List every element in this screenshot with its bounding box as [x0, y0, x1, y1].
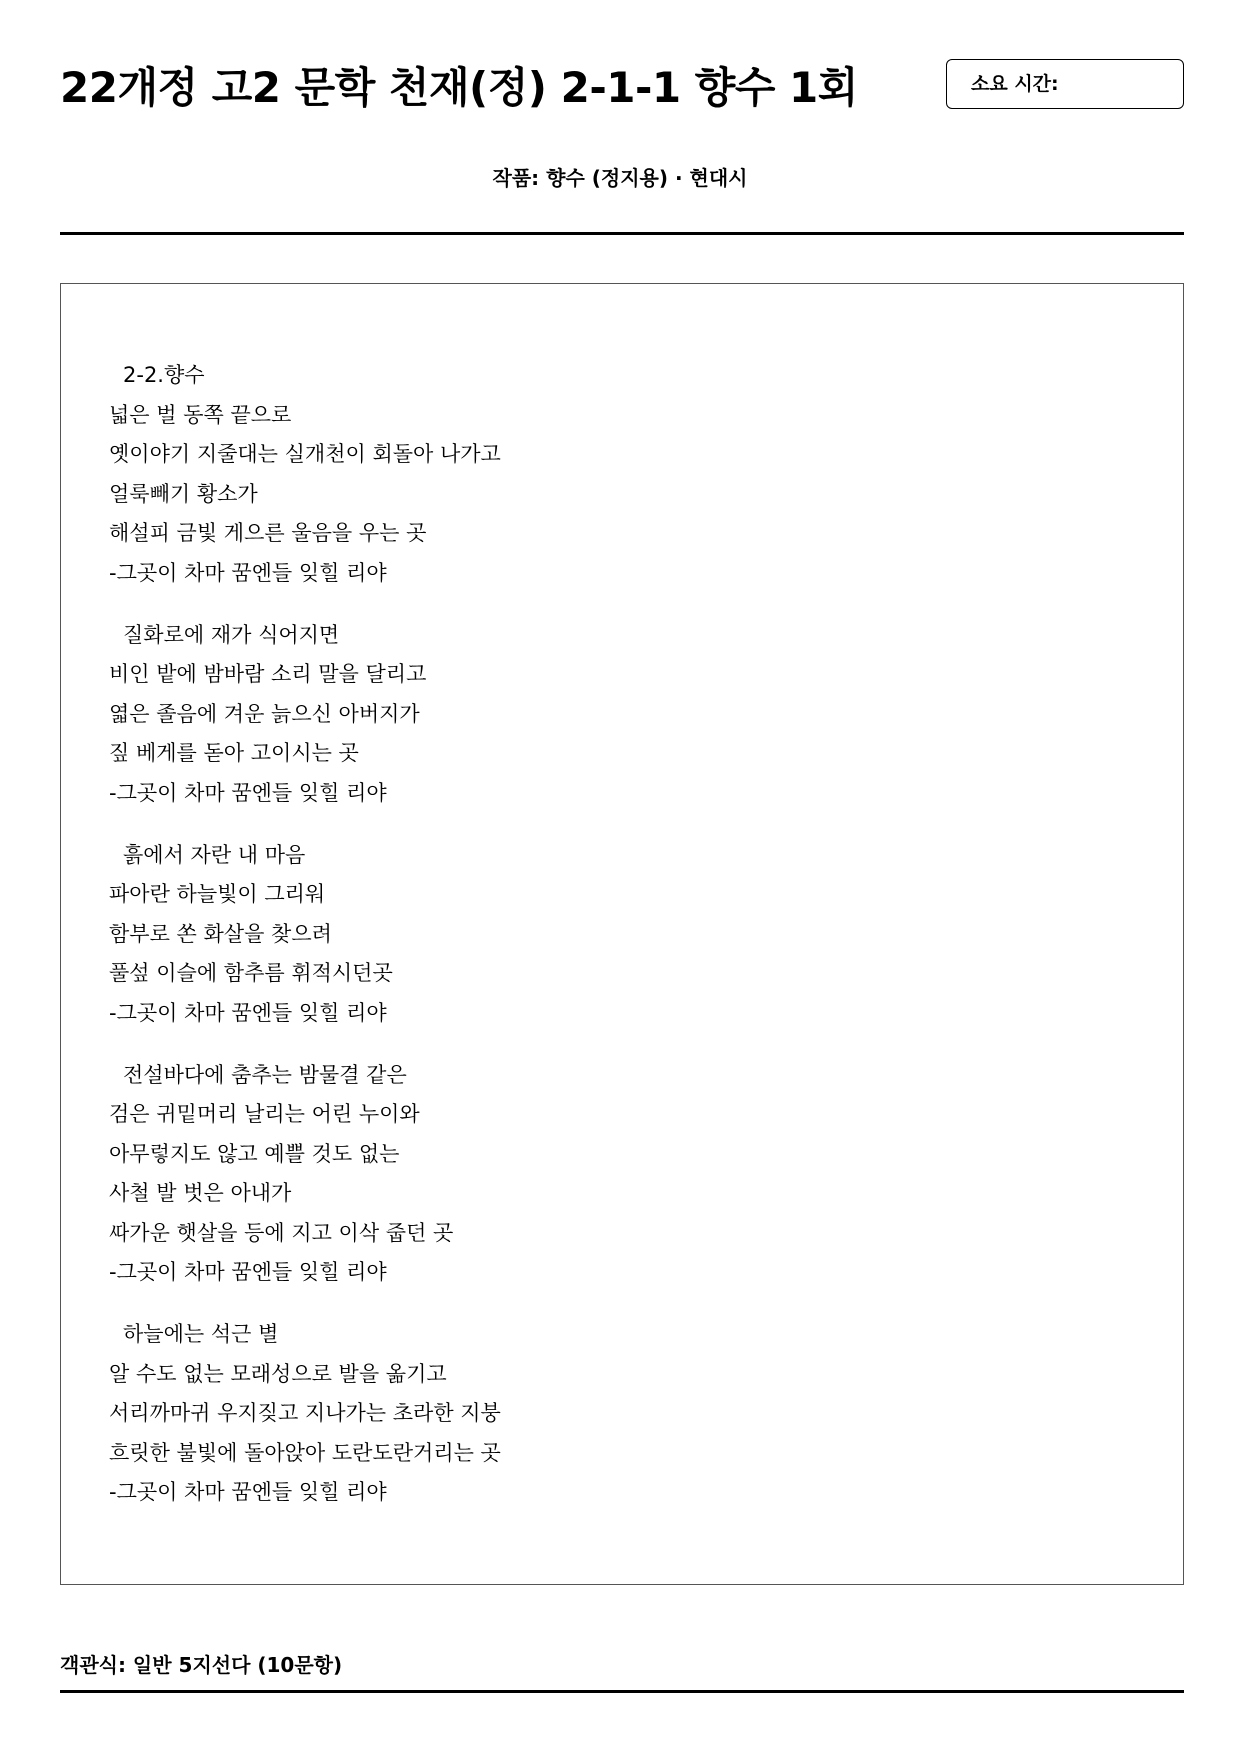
- header-divider: [60, 232, 1184, 235]
- poem-line: 파아란 하늘빛이 그리워: [109, 882, 326, 907]
- poem-line: 2-2.향수: [123, 363, 205, 387]
- stanza-5: [109, 1315, 501, 1513]
- work-subtitle: 작품: 향수 (정지용) · 현대시: [492, 166, 748, 190]
- poem-line: 하늘에는 석근 별: [123, 1322, 279, 1347]
- poem-line: 알 수도 없는 모래성으로 발을 옮기고: [109, 1361, 447, 1386]
- poem-line: 비인 밭에 밤바람 소리 말을 달리고: [109, 662, 427, 687]
- poem-line: -그곳이 차마 꿈엔들 잊힐 리야: [109, 780, 387, 805]
- question-section-label: 객관식: 일반 5지선다 (10문항): [60, 1653, 343, 1677]
- poem-line: 풀섶 이슬에 함추름 휘적시던곳: [109, 961, 393, 986]
- poem-line: -그곳이 차마 꿈엔들 잊힐 리야: [109, 1480, 387, 1505]
- poem-line: 검은 귀밑머리 날리는 어린 누이와: [109, 1102, 420, 1127]
- time-box: [946, 59, 1184, 109]
- poem-line: 엷은 졸음에 겨운 늙으신 아버지가: [109, 701, 420, 726]
- poem-line: 얼룩빼기 황소가: [109, 481, 258, 506]
- page-title: 22개정 고2 문학 천재(정) 2-1-1 향수 1회: [60, 63, 858, 112]
- stanza-4: [109, 1056, 501, 1294]
- poem-line: 함부로 쏜 화살을 찾으려: [109, 921, 332, 946]
- time-label: 소요 시간:: [971, 73, 1059, 95]
- stanza-1: [109, 356, 501, 594]
- poem-line: 질화로에 재가 식어지면: [123, 622, 340, 647]
- poem-line: 서리까마귀 우지짖고 지나가는 초라한 지붕: [109, 1401, 501, 1426]
- poem-line: 넓은 벌 동쪽 끝으로: [109, 402, 292, 427]
- poem-line: 옛이야기 지줄대는 실개천이 회돌아 나가고: [109, 442, 501, 467]
- poem-line: 사철 발 벗은 아내가: [109, 1181, 292, 1206]
- passage-box: [60, 283, 1184, 1585]
- poem-line: 흐릿한 불빛에 돌아앉아 도란도란거리는 곳: [109, 1440, 501, 1465]
- stanza-3: [109, 836, 501, 1034]
- poem-line: 아무렇지도 않고 예쁠 것도 없는: [109, 1141, 400, 1166]
- poem-line: 짚 베게를 돋아 고이시는 곳: [109, 741, 359, 766]
- poem-line: -그곳이 차마 꿈엔들 잊힐 리야: [109, 1000, 387, 1025]
- poem-line: 흙에서 자란 내 마음: [123, 842, 306, 867]
- poem-line: -그곳이 차마 꿈엔들 잊힐 리야: [109, 560, 387, 585]
- poem-text: [109, 356, 501, 1535]
- poem-line: -그곳이 차마 꿈엔들 잊힐 리야: [109, 1260, 387, 1285]
- poem-line: 전설바다에 춤추는 밤물결 같은: [123, 1062, 407, 1087]
- section-divider: [60, 1690, 1184, 1693]
- stanza-2: [109, 616, 501, 814]
- poem-line: ᄯᅡ가운 햇살을 등에 지고 이삭 줍던 곳: [109, 1220, 454, 1245]
- poem-line: 해설피 금빛 게으른 울음을 우는 곳: [109, 521, 427, 546]
